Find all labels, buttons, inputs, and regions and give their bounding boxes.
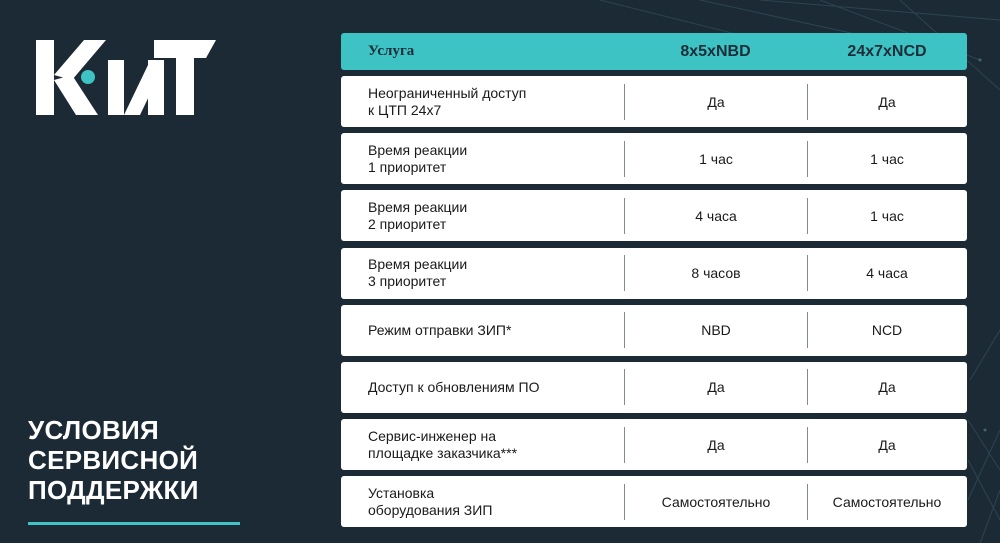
service-name: Сервис-инженер на площадке заказчика*** [368,427,518,461]
table-row [341,76,967,127]
service-name: Режим отправки ЗИП* [368,321,512,338]
service-name: Время реакции 3 приоритет [368,256,468,290]
nbd-value: Самостоятельно [661,493,771,510]
title-underline [28,522,240,525]
nbd-value: Да [707,379,725,396]
table-row [341,133,967,184]
ncd-value: NCD [871,322,903,339]
table-row [341,305,967,356]
table-row [341,248,967,299]
nbd-value: 1 час [699,150,733,167]
service-name: Установка оборудования ЗИП [368,484,493,518]
ncd-value: Да [878,436,896,453]
table-row [341,476,967,527]
table-header [341,33,967,70]
ncd-value: 1 час [870,150,904,167]
nbd-value: 4 часа [695,207,737,224]
title-line-1: УСЛОВИЯ [28,415,160,445]
title-line-3: ПОДДЕРЖКИ [28,475,199,505]
table-row [341,362,967,413]
ncd-value: Да [878,379,896,396]
nbd-value: Да [707,436,725,453]
service-name: Неограниченный доступ к ЦТП 24х7 [368,84,527,118]
nbd-value: Да [707,93,725,110]
title-line-2: СЕРВИСНОЙ [28,445,199,475]
nbd-value: 8 часов [691,265,741,282]
service-name: Доступ к обновлениям ПО [368,378,540,395]
column-header-ncd: 24x7xNCD [847,42,927,60]
column-header-nbd: 8x5xNBD [680,42,751,60]
ncd-value: Самостоятельно [832,493,942,510]
page-title [28,415,258,505]
ncd-value: 4 часа [866,265,908,282]
service-name: Время реакции 1 приоритет [368,141,468,175]
column-header-service: Услуга [368,43,415,59]
table-row [341,419,967,470]
table-row [341,190,967,241]
ncd-value: 1 час [870,207,904,224]
nbd-value: NBD [701,322,731,339]
kit-logo [36,30,216,125]
service-table [341,33,967,534]
service-name: Время реакции 2 приоритет [368,198,468,232]
ncd-value: Да [878,93,896,110]
